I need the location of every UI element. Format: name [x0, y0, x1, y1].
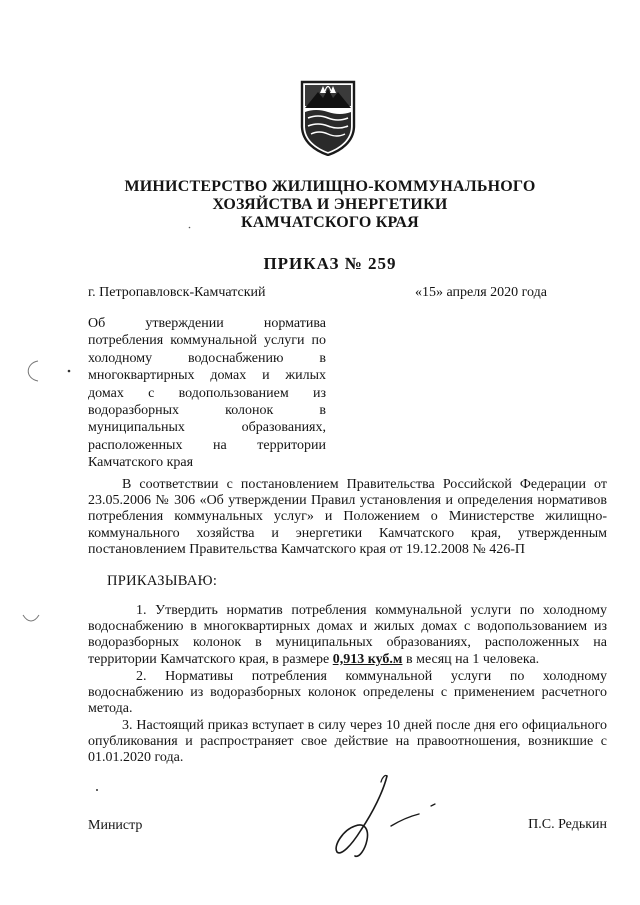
norm-value: 0,913 куб.м — [332, 651, 403, 667]
order-item-3: 3. Настоящий приказ вступает в силу через 10 дней после дня его официального опубликования и распространяет свое действие на правоотношения, возникшие с 01.01.2020 года. — [88, 718, 607, 766]
order-item-1-ending: в месяц на 1 человека. — [402, 651, 540, 667]
issue-date: «15» апреля 2020 года — [415, 285, 547, 300]
order-title: ПРИКАЗ № 259 — [263, 254, 397, 273]
scan-dot-icon — [187, 225, 192, 230]
order-item-2: 2. Нормативы потребления коммунальной услуги по холодному водоснабжению из водоразборных колонок определены с применением расчетного метода. — [88, 669, 607, 717]
handwritten-signature-icon — [325, 772, 445, 860]
order-item-1 — [88, 603, 607, 668]
kamchatka-coat-of-arms-icon — [296, 78, 360, 156]
decree-word: ПРИКАЗЫВАЮ: — [107, 573, 218, 589]
order-subject: Об утверждении норматива потребления коммунальной услуги по холодному водоснабжению в многоквартирных домах и жилых домах с водопользованием из водоразборных колонок в муниципальных образованиях, расположенных на территории Камчатского края — [88, 316, 326, 471]
scan-dot-icon — [66, 368, 72, 374]
ministry-name-line-1: МИНИСТЕРСТВО ЖИЛИЩНО-КОММУНАЛЬНОГО — [124, 178, 536, 195]
scan-dot-icon — [94, 787, 100, 793]
hole-punch-mark-icon — [20, 612, 42, 626]
ministry-name-line-3: КАМЧАТСКОГО КРАЯ — [241, 214, 419, 231]
issue-place: г. Петропавловск-Камчатский — [88, 285, 266, 300]
signer-title: Министр — [88, 818, 143, 833]
signer-name: П.С. Редькин — [528, 817, 607, 832]
order-item-1-text: 1. Утвердить норматив потребления коммунальной услуги по холодному водоснабжению в многоквартирных домах и жилых домах с водопользованием из водоразборных колонок в муниципальных образованиях, расположенных на территории Камчатского края, в размере — [88, 603, 607, 667]
preamble-paragraph: В соответствии с постановлением Правительства Российской Федерации от 23.05.2006 № 306 «Об утверждении Правил установления и определения нормативов потребления коммунальных услуг» и Положением о Министерстве жилищно-коммунального хозяйства и энергетики Камчатского края, утвержденным постановлением Правительства Камчатского края от 19.12.2008 № 426-П — [88, 477, 607, 557]
hole-punch-mark-icon — [20, 358, 42, 384]
ministry-name-line-2: ХОЗЯЙСТВА И ЭНЕРГЕТИКИ — [212, 196, 448, 213]
